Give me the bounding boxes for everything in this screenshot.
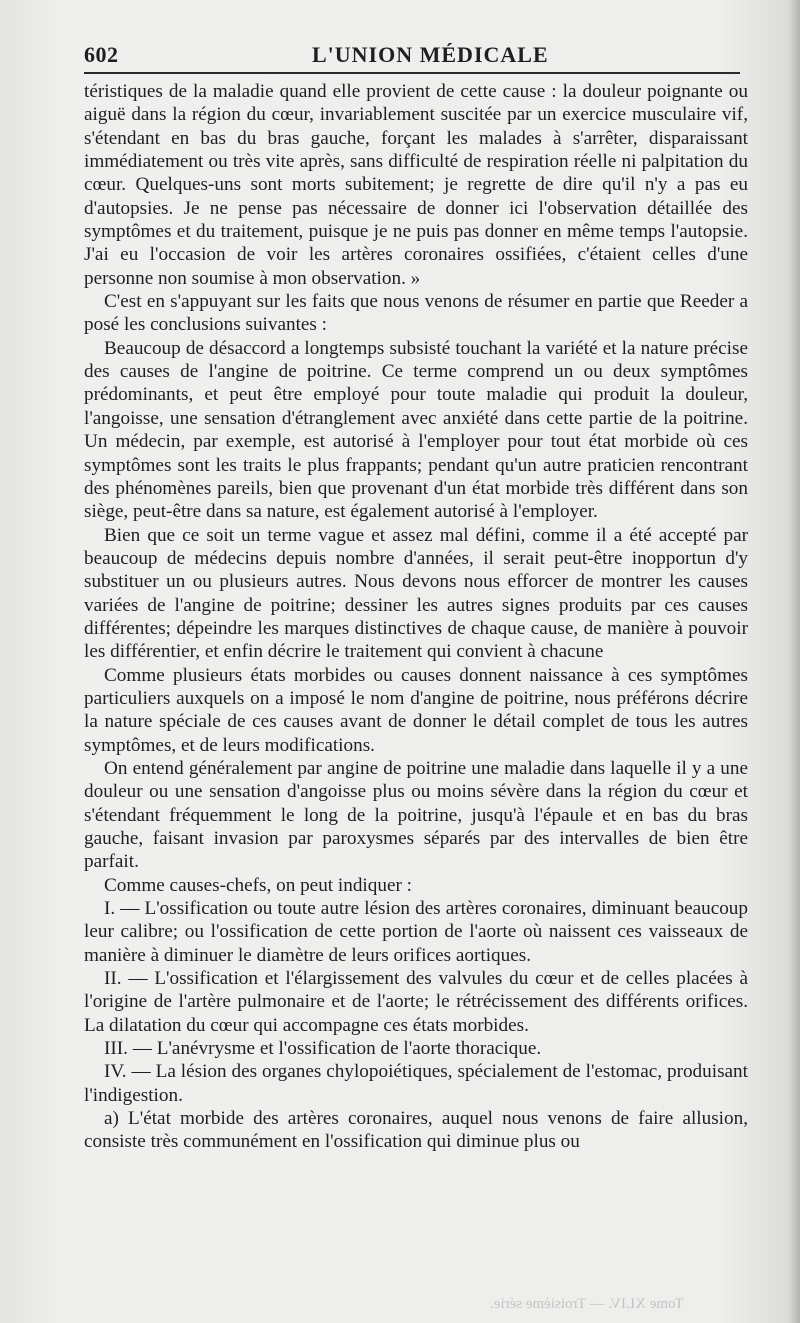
- paragraph: Comme plusieurs états morbides ou causes donnent naissance à ces symptômes particuliers auxquels on a imposé le nom d'angine de poitrine, nous préférons décrire la nature spéciale de ces causes avant de donner le détail complet de tous les autres symptômes, et de leurs modifications.: [84, 664, 748, 756]
- running-title: L'UNION MÉDICALE: [312, 42, 549, 67]
- page-header: [84, 36, 744, 72]
- paragraph: C'est en s'appuyant sur les faits que nous venons de résumer en partie que Reeder a posé les conclusions suivantes :: [84, 291, 748, 336]
- paragraph: Bien que ce soit un terme vague et assez mal défini, comme il a été accepté par beaucoup de médecins depuis nombre d'années, il serait peut-être inopportun d'y substituer un ou plusieurs autres. Nous devons nous efforcer de montrer les causes variées de l'angine de poitrine; dessiner les autres signes produits par ces causes différentes; dépeindre les marques distinctives de chaque cause, de manière à pouvoir les différentier, et enfin décrire le traitement qui convient à chacune: [84, 524, 748, 663]
- paragraph: téristiques de la maladie quand elle provient de cette cause : la douleur poignante ou aiguë dans la région du cœur, invariablement suscitée par un exercice musculaire vif, s'étendant en bas du bras gauche, forçant les malades à s'arrêter, disparaissant immédiatement ou très vite après, sans difficulté de respiration réelle ni palpitation du cœur. Quelques-uns sont morts subitement; je regrette de dire qu'il n'y a pas eu d'autopsies. Je ne pense pas nécessaire de donner ici l'observation détaillée des symptômes et du traitement, puisque je ne puis pas donner en même temps l'autopsie. J'ai eu l'occasion de voir les artères coronaires ossifiées, c'étaient celles d'une personne non soumise à mon observation. »: [84, 81, 748, 289]
- list-item: III. — L'anévrysme et l'ossification de l'aorte thoracique.: [104, 1038, 542, 1060]
- page-edge-shadow: [788, 0, 800, 1323]
- header-rule: [84, 72, 740, 74]
- paragraph: a) L'état morbide des artères coronaires, auquel nous venons de faire allusion, consiste très communément en l'ossification qui diminue plus ou: [84, 1108, 748, 1153]
- list-item: II. — L'ossification et l'élargissement des valvules du cœur et de celles placées à l'origine de l'artère pulmonaire et de l'aorte; le rétrécissement des différents orifices. La dilatation du cœur qui accompagne ces états morbides.: [84, 968, 748, 1036]
- paragraph: Beaucoup de désaccord a longtemps subsisté touchant la variété et la nature précise des causes de l'angine de poitrine. Ce terme comprend un ou deux symptômes prédominants, et peut être employé pour toute maladie qui produit la douleur, l'angoisse, une sensation d'étranglement avec anxiété dans cette partie de la poitrine. Un médecin, par exemple, est autorisé à l'employer pour tout état morbide où ces symptômes sont les traits le plus frappants; pendant qu'un autre praticien rencontrant des phénomènes pareils, bien que provenant d'un état morbide très différent dans son siège, peut-être dans sa nature, est également autorisé à l'employer.: [84, 337, 748, 523]
- show-through-footer: Tome XLIV. — Troisième série.: [490, 1296, 684, 1312]
- paragraph: On entend généralement par angine de poitrine une maladie dans laquelle il y a une douleur ou une sensation d'angoisse plus ou moins sévère dans la région du cœur et s'étendant fréquemment le long de la poitrine, jusqu'à l'épaule et en bas du bras gauche, faisant invasion par paroxysmes séparés par des intervalles de bien être parfait.: [84, 757, 748, 873]
- paragraph: Comme causes-chefs, on peut indiquer :: [104, 874, 412, 896]
- page-number: 602: [84, 42, 119, 67]
- body-text: [84, 80, 748, 1154]
- list-item: I. — L'ossification ou toute autre lésion des artères coronaires, diminuant beaucoup leur calibre; ou l'ossification de cette portion de l'aorte où naissent ces vaisseaux de manière à diminuer le diamètre de leurs orifices aortiques.: [84, 898, 748, 966]
- list-item: IV. — La lésion des organes chylopoiétiques, spécialement de l'estomac, produisant l'indigestion.: [84, 1061, 748, 1106]
